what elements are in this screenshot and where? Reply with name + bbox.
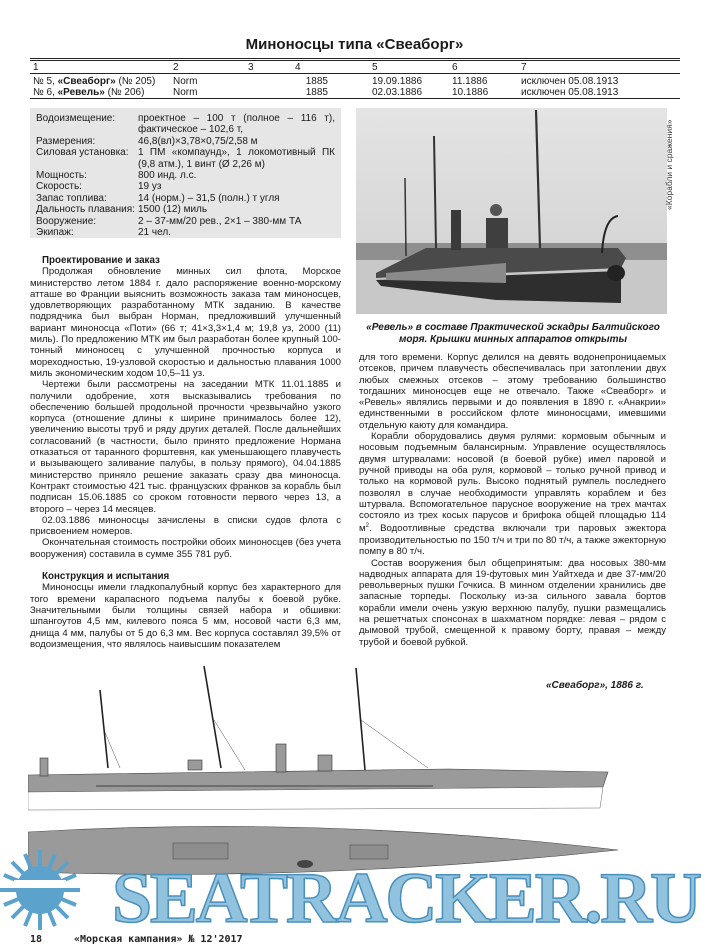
superscript: 2	[365, 523, 369, 530]
spec-row	[36, 170, 335, 181]
ship-photo	[356, 108, 667, 314]
seatracker-watermark	[0, 842, 709, 932]
spec-label: Запас топлива:	[36, 192, 107, 204]
photo-credit: «Корабли и сражения»	[664, 119, 674, 210]
col-header: 7	[521, 62, 527, 73]
paragraph: Чертежи были рассмотрены на заседании МТК 11.01.1885 и получили одобрение, хотя высказывались требования по обеспечению большей продольной прочности чрезвычайно узкого корпуса (отношение длины к ширине принималось более 12), увеличению высоты труб и ряду других деталей. После дальнейших согласований (в частности, было принято предложение Нормана отказаться от таранного форштевня, как уменьшающего плавучесть и вызывающего заливание палубы, в пользу прямого), 04.04.1885 министерство приняло решение заказать сразу два миноносца. Контракт стоимостью 421 тыс. французских франков за корабль был подписан 15.06.1885 со сроком готовности первого через 13, а второго – через 14 месяцев.	[30, 379, 341, 515]
spec-label: Дальность плавания:	[36, 204, 135, 216]
paragraph: Продолжая обновление минных сил флота, Морское министерство летом 1884 г. дало распоряжение военно-морскому атташе во Франции выяснить возможность заказа там миноносцев, удовлетворяющих разработанному МТК заданию. В качестве подрядчика был выбран Норман, предложивший улучшенный вариант миноносца «Поти» (66 т; 41×3,3×1,4 м; 19,8 уз, 2000 (11) миль). По предложению МТК им был разработан более крупный 100-тонный миноносец с улучшенной прочностью корпуса и мореходностью, 19-узловой скоростью и дальностью плавания 1000 миль экономическим ходом 10,5–11 уз.	[30, 266, 341, 379]
fate-cell: исключен 05.08.1913	[521, 76, 619, 87]
ship-name: «Свеаборг»	[57, 76, 116, 87]
col-header: 2	[173, 62, 179, 73]
spec-value: 46,8(вл)×3,78×0,75/2,58 м	[138, 135, 258, 147]
col-header: 6	[452, 62, 458, 73]
builder-cell: Norm	[173, 76, 198, 87]
table-header-row	[30, 62, 680, 74]
launched-cell: 19.09.1886	[372, 76, 423, 87]
page-number: 18	[30, 934, 43, 945]
ship-name-cell	[33, 76, 155, 87]
paragraph: Состав вооружения был общепринятым: два носовых 380-мм надводных аппарата для 19-футовых мин Уайтхеда и две 37-мм/20 револьверных пушки Гочкиса. В минном отделении хранились две запасные торпеды. Поскольку из-за сильного завала бортов корабли имели очень узкую верхнюю палубу, пушки размещались на решетчатых спонсонах в шахматном порядке: левая – рядом с дымовой трубой, смещенной к правому борту, правая – между трубой и боевой рубкой.	[359, 557, 666, 648]
paragraph-text: . Водоотливные средства включали три паровых эжектора производительностью по 150 т/ч и три по 80 т/ч, а также эжекторную помпу в 80 т/ч.	[359, 523, 667, 558]
builder-cell: Norm	[173, 87, 198, 98]
spec-row	[36, 216, 335, 227]
paragraph	[359, 431, 666, 557]
paragraph-text: Корабли оборудовались двумя рулями: кормовым обычным и носовым подъемным балансирным. Управление осуществлялось двумя штурвалами: носовой (в боевой рубке) имел паровой и ручной приводы на оба руля, кормовой – только ручной привод и только на кормовой руль. Высоко поднятый румпель последнего позволял в случае необходимости управлять кораблем и без штурвала. Вспомогательное парусное вооружение на трех мачтах состояло из трех косых парусов и брифока общей площадью 114 м	[359, 431, 666, 535]
ships-table	[30, 58, 680, 99]
spec-label: Вооружение:	[36, 215, 97, 227]
section-heading: Конструкция и испытания	[42, 571, 170, 583]
col-header: 5	[372, 62, 378, 73]
spec-label: Водоизмещение:	[36, 113, 116, 124]
right-column	[359, 352, 666, 648]
table-row	[30, 87, 680, 99]
spec-label: Скорость:	[36, 181, 82, 193]
spec-row	[36, 136, 335, 147]
spec-value: 21 чел.	[138, 227, 171, 239]
paragraph: Миноносцы имели гладкопалубный корпус без характерного для того времени карапасного подъема палубы к боевой рубке. Значительными были толщины связей набора и обшивки: шпангоутов 4,5 мм, килевого пояса 5 мм, носовой части 6,3 мм, днища 4 мм, палубы от 5 до 6,3 мм. Вес корпуса составлял 39,5% от водоизмещения, что являлось наивысшим показателем	[30, 582, 341, 650]
col-header: 1	[33, 62, 39, 73]
spec-value: 800 инд. л.с.	[138, 170, 197, 182]
ship-name: «Ревель»	[57, 87, 105, 98]
launched-cell: 02.03.1886	[372, 87, 423, 98]
col-header: 3	[248, 62, 254, 73]
spec-row	[36, 147, 335, 170]
spec-label: Силовая установка:	[36, 147, 129, 159]
photo-caption: «Ревель» в составе Практической эскадры Балтийского моря. Крышки минных аппаратов открыты	[366, 322, 660, 345]
spec-value: 2 – 37-мм/20 рев., 2×1 – 380-мм ТА	[138, 215, 302, 227]
spec-value: 14 (норм.) – 31,5 (полн.) т угля	[138, 192, 280, 204]
ship-number: № 6,	[33, 87, 58, 98]
left-column	[30, 253, 341, 650]
laid-cell: 1885	[305, 87, 328, 98]
drawing-caption: «Свеаборг», 1886 г.	[546, 680, 644, 691]
fate-cell: исключен 05.08.1913	[521, 87, 619, 98]
paragraph: 02.03.1886 миноносцы зачислены в списки судов флота с присвоением номеров.	[30, 514, 341, 538]
section-heading: Проектирование и заказ	[42, 255, 160, 266]
spec-label: Размерения:	[36, 135, 96, 147]
ship-hull-number: (№ 206)	[104, 87, 145, 98]
ship-hull-number: (№ 205)	[115, 76, 156, 87]
spec-row	[36, 193, 335, 204]
service-cell: 10.1886	[452, 87, 489, 98]
watermark-text: SEATRACKER.RU	[112, 858, 702, 932]
spec-label: Мощность:	[36, 170, 87, 182]
specifications-box	[30, 108, 341, 238]
spec-label: Экипаж:	[36, 227, 74, 239]
laid-cell: 1885	[305, 76, 328, 87]
spec-value: 1500 (12) миль	[138, 204, 208, 216]
service-cell: 11.1886	[452, 76, 488, 87]
spec-value: проектное – 100 т (полное – 116 т), фактическое – 102,6 т,	[138, 113, 335, 136]
col-header: 4	[295, 62, 301, 73]
magazine-issue: «Морская кампания» № 12'2017	[74, 934, 243, 945]
spec-row	[36, 204, 335, 215]
table-title: Миноносцы типа «Свеаборг»	[245, 36, 464, 53]
ship-name-cell	[33, 87, 144, 98]
ship-number: № 5,	[33, 76, 58, 87]
paragraph: Окончательная стоимость постройки обоих миноносцев (без учета вооружения) составила в сумме 355 781 руб.	[30, 537, 341, 560]
table-row	[30, 76, 680, 87]
spec-row	[36, 113, 335, 136]
spec-row	[36, 181, 335, 192]
paragraph: для того времени. Корпус делился на девять водонепроницаемых отсеков, причем плавучесть обеспечивалась при затоплении двух любых смежных отсеков – этому требованию большинство тогдашних миноносцев еще не отвечало. Также «Свеаборг» и «Ревель» являлись первыми и до появления в 1890 г. «Анакрии» единственными в российском флоте миноносцами, имевшими отдельную каюту для командира.	[359, 352, 666, 431]
spec-value: 19 уз	[138, 181, 162, 193]
spec-row	[36, 227, 335, 238]
spec-value: 1 ПМ «компаунд», 1 локомотивный ПК (9,8 атм.), 1 винт (Ø 2,26 м)	[138, 147, 335, 170]
